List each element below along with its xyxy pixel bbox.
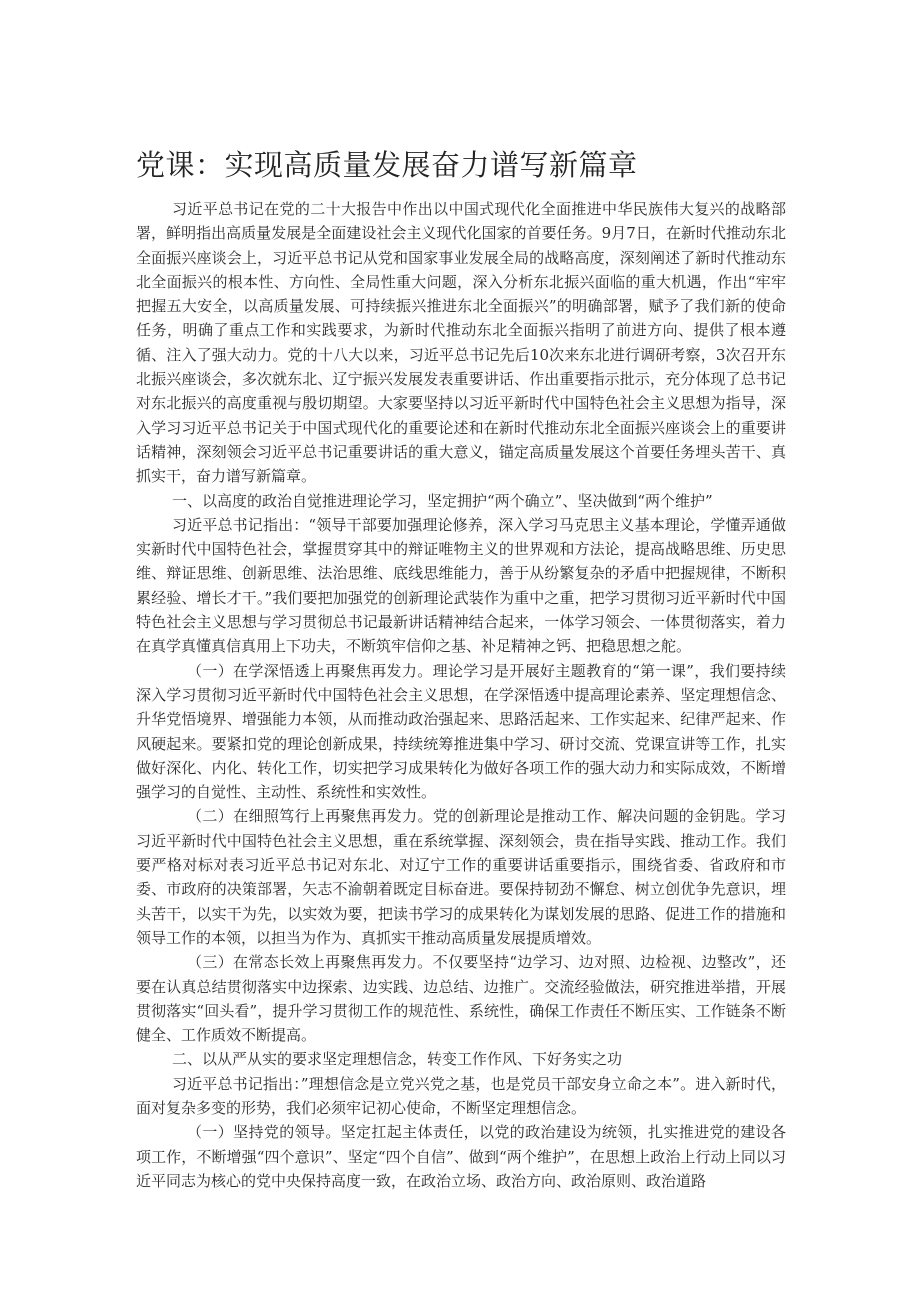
section-1-heading: 一、以高度的政治自觉推进理论学习，坚定拥护“两个确立”、坚决做到“两个维护” [172, 491, 713, 510]
section-2-item-1: （一）坚持党的领导。坚定扛起主体责任，以党的政治建设为统领，扎实推进党的建设各项工作，不断增强“四个意识”、坚定“四个自信”、做到“两个维护”，在思想上政治上行动上同以习近平同志为核心的党中央保持高度一致，在政治立场、政治方向、政治原则、政治道路 [136, 1123, 786, 1190]
section-1-item-1: （一）在学深悟透上再聚焦再发力。理论学习是开展好主题教育的“第一课”，我们要持续深入学习贯彻习近平新时代中国特色社会主义思想，在学深悟透中提高理论素养、坚定理想信念、升华党悟境界、增强能力本领，从而推动政治强起来、思路活起来、工作实起来、纪律严起来、作风硬起来。要紧扣党的理论创新成果，持续统筹推进集中学习、研讨交流、党课宣讲等工作，扎实做好深化、内化、转化工作，切实把学习成果转化为做好各项工作的强大动力和实际成效，不断增强学习的自觉性、主动性、系统性和实效性。 [136, 661, 786, 802]
section-1-item-2: （二）在细照笃行上再聚焦再发力。党的创新理论是推动工作、解决问题的金钥匙。学习习近平新时代中国特色社会主义思想，重在系统掌握、深刻领会，贵在指导实践、推动工作。我们要严格对标对表习近平总书记对东北、对辽宁工作的重要讲话重要指示，围绕省委、省政府和市委、市政府的决策部署，矢志不渝朝着既定目标奋进。要保持韧劲不懈怠、树立创优争先意识，埋头苦干，以实干为先，以实效为要，把读书学习的成果转化为谋划发展的思路、促进工作的措施和领导工作的本领，以担当为作为、真抓实干推动高质量发展提质增效。 [136, 807, 786, 947]
section-1-item-3: （三）在常态长效上再聚焦再发力。不仅要坚持“边学习、边对照、边检视、边整改”，还要在认真总结贯彻落实中边探索、边实践、边总结、边推广。交流经验做法，研究推进举措，开展贯彻落实“回头看”，提升学习贯彻工作的规范性、系统性，确保工作责任不断压实、工作链条不断健全、工作质效不断提高。 [136, 953, 786, 1045]
document-body [136, 197, 786, 1193]
document-title: 党课：实现高质量发展奋力谱写新篇章 [136, 148, 638, 182]
section-2-heading: 二、以从严从实的要求坚定理想信念，转变工作作风、下好务实之功 [172, 1050, 623, 1069]
section-1-quote-paragraph: 习近平总书记指出：“领导干部要加强理论修养，深入学习马克思主义基本理论，学懂弄通做实新时代中国特色社会，掌握贯穿其中的辩证唯物主义的世界观和方法论，提高战略思维、历史思维、辩证思维、创新思维、法治思维、底线思维能力，善于从纷繁复杂的矛盾中把握规律，不断积累经验、增长才干。”我们要把加强党的创新理论武装作为重中之重，把学习贯彻习近平新时代中国特色社会主义思想与学习贯彻总书记最新讲话精神结合起来，一体学习领会、一体贯彻落实，着力在真学真懂真信真用上下功夫，不断筑牢信仰之基、补足精神之钙、把稳思想之舵。 [136, 515, 786, 656]
section-2-quote-paragraph: 习近平总书记指出：”理想信念是立党兴党之基，也是党员干部安身立命之本”。进入新时代，面对复杂多变的形势，我们必须牢记初心使命，不断坚定理想信念。 [136, 1074, 786, 1117]
intro-paragraph: 习近平总书记在党的二十大报告中作出以中国式现代化全面推进中华民族伟大复兴的战略部署，鲜明指出高质量发展是全面建设社会主义现代化国家的首要任务。9月7日，在新时代推动东北全面振兴座谈会上，习近平总书记从党和国家事业发展全局的战略高度，深刻阐述了新时代推动东北全面振兴的根本性、方向性、全局性重大问题，深入分析东北振兴面临的重大机遇，作出“牢牢把握五大安全，以高质量发展、可持续振兴推进东北全面振兴”的明确部署，赋予了我们新的使命任务，明确了重点工作和实践要求，为新时代推动东北全面振兴指明了前进方向、提供了根本遵循、注入了强大动力。党的十八大以来，习近平总书记先后10次来东北进行调研考察，3次召开东北振兴座谈会，多次就东北、辽宁振兴发展发表重要讲话、作出重要指示批示，充分体现了总书记对东北振兴的高度重视与殷切期望。大家要坚持以习近平新时代中国特色社会主义思想为指导，深入学习习近平总书记关于中国式现代化的重要论述和在新时代推动东北全面振兴座谈会上的重要讲话精神，深刻领会习近平总书记重要讲话的重大意义，锚定高质量发展这个首要任务埋头苦干、真抓实干，奋力谱写新篇章。 [136, 200, 786, 486]
